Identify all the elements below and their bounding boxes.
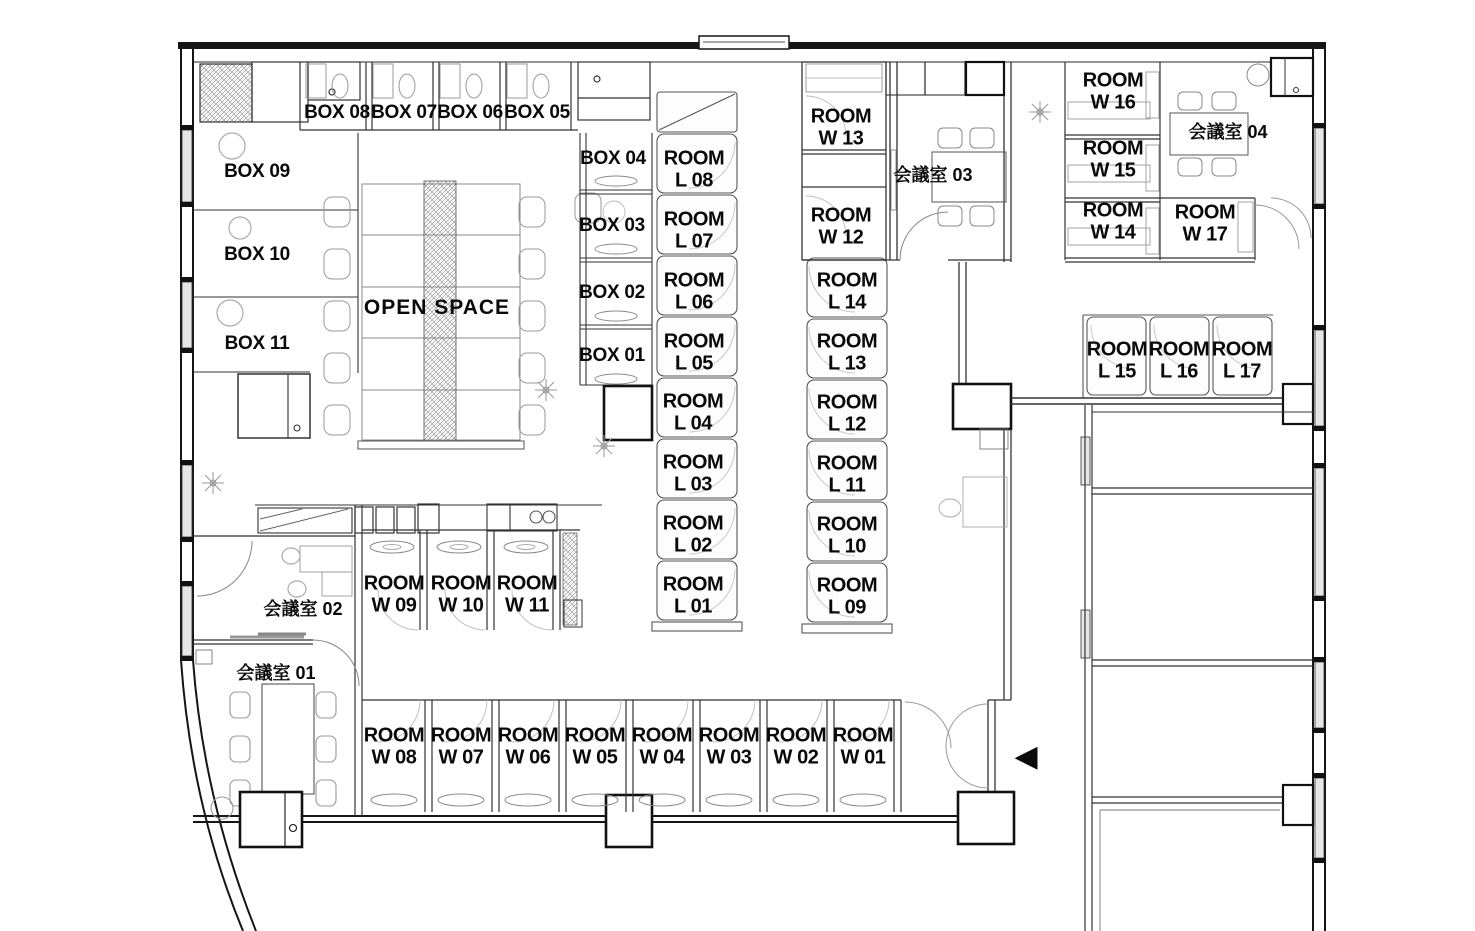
label-room-l07: ROOM L 07 [663,208,725,253]
label-meeting-room-03: 会議室 03 [893,165,973,185]
label-room-w11: ROOM W 11 [496,572,558,617]
label-room-l08: ROOM L 08 [663,147,725,192]
label-box-02: BOX 02 [579,282,645,303]
label-room-l15: ROOM L 15 [1086,338,1148,383]
label-box-01: BOX 01 [579,345,645,366]
label-box-09: BOX 09 [224,161,290,182]
label-room-l09: ROOM L 09 [816,574,878,619]
label-box-11: BOX 11 [224,333,290,354]
entrance-arrow-icon: ◀ [1014,740,1038,773]
label-meeting-room-02: 会議室 02 [263,599,343,619]
label-room-l16: ROOM L 16 [1148,338,1210,383]
label-room-w15: ROOM W 15 [1082,137,1144,182]
label-box-07: BOX 07 [371,102,437,123]
label-room-w08: ROOM W 08 [363,724,425,769]
label-room-w07: ROOM W 07 [430,724,492,769]
label-room-w10: ROOM W 10 [430,572,492,617]
label-room-l03: ROOM L 03 [662,451,724,496]
label-room-l02: ROOM L 02 [662,512,724,557]
label-room-w16: ROOM W 16 [1082,69,1144,114]
label-room-w12: ROOM W 12 [810,204,872,249]
label-room-l14: ROOM L 14 [816,269,878,314]
label-meeting-room-04: 会議室 04 [1188,122,1268,142]
label-room-w04: ROOM W 04 [631,724,693,769]
label-room-l04: ROOM L 04 [662,390,724,435]
label-room-l05: ROOM L 05 [663,330,725,375]
label-room-w02: ROOM W 02 [765,724,827,769]
label-room-w05: ROOM W 05 [564,724,626,769]
label-room-l17: ROOM L 17 [1211,338,1273,383]
label-room-l10: ROOM L 10 [816,513,878,558]
label-room-w13: ROOM W 13 [810,105,872,150]
label-box-08: BOX 08 [304,102,370,123]
label-room-w14: ROOM W 14 [1082,199,1144,244]
label-room-l13: ROOM L 13 [816,330,878,375]
label-box-06: BOX 06 [437,102,503,123]
label-room-l11: ROOM L 11 [816,452,878,497]
label-room-l01: ROOM L 01 [662,573,724,618]
right-corridor [939,262,1014,844]
label-room-w06: ROOM W 06 [497,724,559,769]
label-room-w09: ROOM W 09 [363,572,425,617]
label-room-l06: ROOM L 06 [663,269,725,314]
label-room-w17: ROOM W 17 [1174,201,1236,246]
top-box-desks [306,64,549,98]
label-open-space: OPEN SPACE [363,296,511,319]
label-box-10: BOX 10 [224,244,290,265]
label-room-l12: ROOM L 12 [816,391,878,436]
label-box-04: BOX 04 [580,148,646,169]
label-meeting-room-01: 会議室 01 [236,663,316,683]
label-box-05: BOX 05 [504,102,570,123]
label-room-w03: ROOM W 03 [698,724,760,769]
label-box-03: BOX 03 [579,215,645,236]
label-room-w01: ROOM W 01 [832,724,894,769]
right-rooms [1085,405,1313,931]
